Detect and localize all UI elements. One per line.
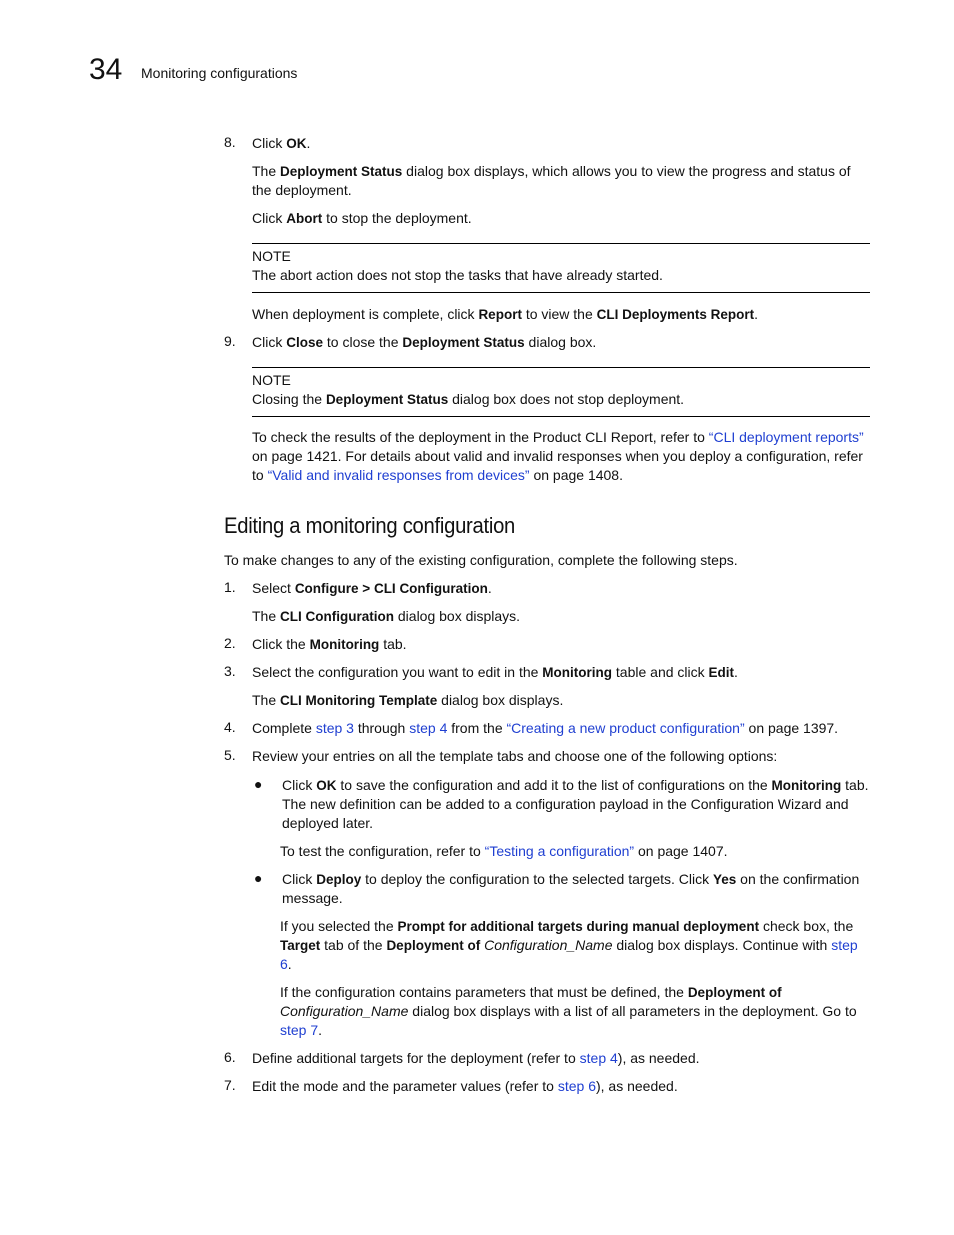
bullet-icon: ●	[254, 776, 263, 792]
paragraph: If the configuration contains parameters that must be defined, the Deployment of Configuration_Name dialog box displays with a list of all parameters in the deployment. Go to step 7.	[280, 984, 857, 1038]
step-number: 1.	[224, 579, 236, 595]
step-number: 5.	[224, 747, 236, 763]
step-number: 6.	[224, 1049, 236, 1065]
edit-step-4: 4. Complete step 3 through step 4 from the “Creating a new product configuration” on page 1397.	[224, 719, 839, 736]
bullet-icon: ●	[254, 870, 263, 886]
note-box	[252, 243, 870, 293]
edit-step-6: 6. Define additional targets for the deployment (refer to step 4), as needed.	[224, 1049, 700, 1066]
testing-configuration-link[interactable]: “Testing a configuration”	[484, 843, 635, 859]
note-text: The abort action does not stop the tasks that have already started.	[252, 267, 663, 283]
valid-invalid-responses-link[interactable]: “Valid and invalid responses from devices”	[267, 467, 530, 483]
ui-term: OK	[286, 136, 307, 151]
step-number: 3.	[224, 663, 236, 679]
paragraph: The Deployment Status dialog box displays, which allows you to view the progress and status of the deployment.	[252, 163, 851, 198]
edit-step-2: 2. Click the Monitoring tab.	[224, 635, 407, 652]
note-label: NOTE	[252, 372, 291, 388]
text: Click	[252, 135, 287, 151]
step-number: 7.	[224, 1077, 236, 1093]
step-4-link[interactable]: step 4	[409, 720, 448, 736]
step-4-link[interactable]: step 4	[579, 1050, 618, 1066]
list-item: ● Click Deploy to deploy the configuration to the selected targets. Click Yes on the confirmation message.	[254, 870, 860, 906]
edit-step-3: 3. Select the configuration you want to edit in the Monitoring table and click Edit.	[224, 663, 738, 680]
step-6-link[interactable]: step 6	[280, 937, 858, 972]
paragraph: When deployment is complete, click Report to view the CLI Deployments Report.	[252, 306, 759, 322]
step-6-link[interactable]: step 6	[557, 1078, 596, 1094]
cli-deployment-reports-link[interactable]: “CLI deployment reports”	[708, 429, 864, 445]
text: Review your entries on all the template tabs and choose one of the following options:	[252, 748, 778, 764]
edit-step-1: 1. Select Configure > CLI Configuration.	[224, 579, 492, 596]
intro-paragraph: To make changes to any of the existing configuration, complete the following steps.	[224, 552, 738, 568]
text: .	[306, 135, 311, 151]
chapter-number: 34	[89, 53, 123, 86]
section-heading: Editing a monitoring configuration	[224, 513, 516, 538]
step-7-link[interactable]: step 7	[280, 1022, 319, 1038]
creating-product-configuration-link[interactable]: “Creating a new product configuration”	[506, 720, 745, 736]
step-9: 9. Click Close to close the Deployment Status dialog box.	[224, 333, 597, 350]
paragraph: If you selected the Prompt for additional targets during manual deployment check box, the Target tab of the Deployment of Configuration_Name dialog box displays. Continue with step 6.	[280, 918, 858, 972]
chapter-title: Monitoring configurations	[141, 65, 298, 81]
paragraph: Click Abort to stop the deployment.	[252, 210, 472, 226]
step-number: 9.	[224, 333, 236, 349]
step-number: 2.	[224, 635, 236, 651]
step-8	[224, 134, 870, 153]
paragraph: The CLI Configuration dialog box displays.	[252, 608, 521, 624]
note-label: NOTE	[252, 248, 291, 264]
step-number: 4.	[224, 719, 236, 735]
paragraph: To test the configuration, refer to “Testing a configuration” on page 1407.	[280, 843, 728, 859]
edit-step-5	[224, 747, 870, 766]
paragraph: The CLI Monitoring Template dialog box displays.	[252, 692, 564, 708]
note-box	[252, 367, 870, 417]
step-3-link[interactable]: step 3	[315, 720, 354, 736]
step-number: 8.	[224, 134, 236, 150]
note-text: Closing the Deployment Status dialog box does not stop deployment.	[252, 391, 685, 407]
page-content	[224, 134, 870, 1096]
edit-step-7: 7. Edit the mode and the parameter values (refer to step 6), as needed.	[224, 1077, 678, 1094]
paragraph: To check the results of the deployment in the Product CLI Report, refer to “CLI deployment reports” on page 1421. For details about valid and invalid responses when you deploy a configuration, refer to “Valid and invalid responses from devices” on page 1408.	[252, 429, 864, 483]
list-item: ● Click OK to save the configuration and add it to the list of configurations on the Monitoring tab. The new definition can be added to a configuration payload in the Configuration Wizard and deployed later.	[254, 776, 869, 831]
